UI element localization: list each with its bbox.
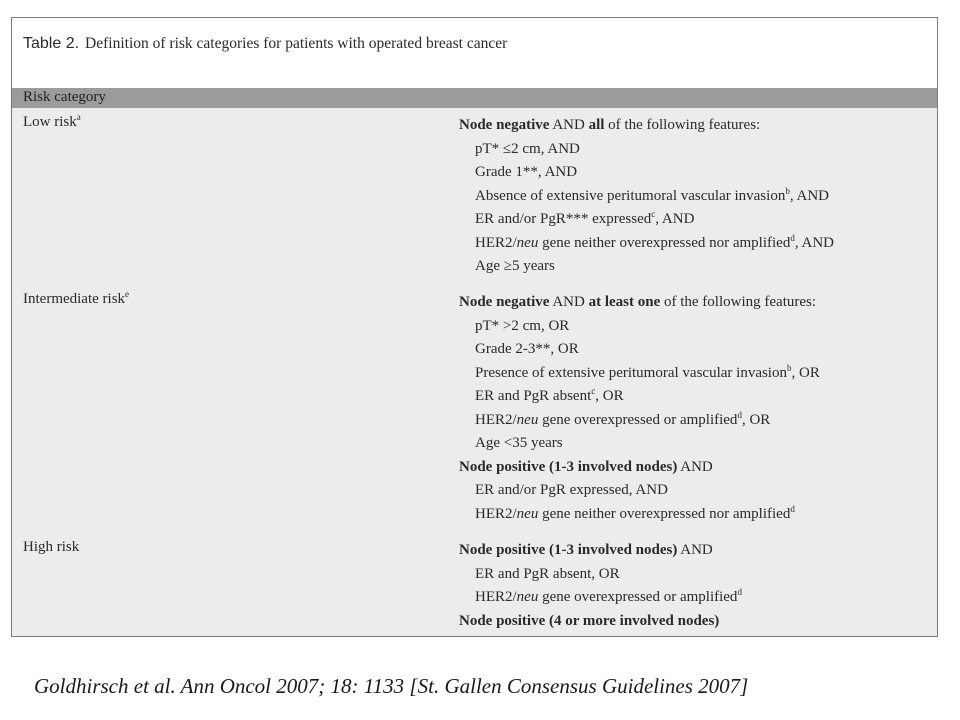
criteria-line	[459, 291, 820, 315]
criteria-text: , AND	[794, 234, 834, 251]
footnote-marker: c	[591, 386, 596, 396]
criteria-text: Presence of extensive peritumoral vascular invasion	[475, 364, 787, 381]
criteria-text: HER2/	[475, 411, 517, 428]
criteria-line	[459, 563, 742, 587]
criteria-line	[459, 161, 834, 185]
table-body	[12, 108, 937, 636]
category-cell	[23, 114, 81, 131]
criteria-italic: neu	[516, 589, 539, 605]
criteria-line	[459, 409, 820, 433]
footnote-marker: d	[737, 587, 742, 597]
footnote-marker: d	[737, 409, 742, 420]
criteria-italic: neu	[516, 234, 539, 251]
criteria-text: ER and/or PgR expressed, AND	[475, 482, 668, 498]
criteria-bold: at least one	[588, 294, 661, 310]
criteria-line	[459, 362, 820, 386]
criteria-line	[459, 255, 834, 279]
criteria-line	[459, 208, 834, 232]
criteria-text: , AND	[655, 211, 695, 227]
criteria-cell	[459, 539, 742, 633]
criteria-line	[459, 315, 820, 339]
criteria-line	[459, 185, 834, 209]
criteria-text: of the following features:	[660, 294, 817, 310]
criteria-text: gene neither overexpressed nor amplified	[538, 234, 791, 251]
footnote-marker: e	[125, 289, 130, 299]
citation: Goldhirsch et al. Ann Oncol 2007; 18: 1133 [St. Gallen Consensus Guidelines 2007]	[34, 674, 749, 698]
footnote-marker: b	[786, 362, 792, 373]
category-label: High risk	[23, 539, 80, 555]
criteria-line	[459, 539, 742, 563]
criteria-text: pT* >2 cm, OR	[475, 317, 570, 334]
criteria-text: pT* ≤2 cm, AND	[475, 140, 580, 157]
criteria-text: , OR	[791, 364, 820, 381]
criteria-text: gene overexpressed or amplified	[538, 589, 738, 605]
footnote-marker: a	[76, 112, 81, 122]
criteria-text: AND	[549, 294, 589, 310]
criteria-text: , OR	[741, 411, 771, 428]
criteria-text: Absence of extensive peritumoral vascular invasion	[475, 187, 786, 204]
table-frame	[11, 17, 938, 637]
criteria-italic: neu	[516, 411, 539, 428]
criteria-text: ER and PgR absent, OR	[475, 565, 620, 582]
criteria-text: Grade 1**, AND	[475, 164, 578, 180]
criteria-cell	[459, 291, 820, 526]
category-label: Low risk	[23, 114, 77, 130]
criteria-text: AND	[677, 458, 713, 475]
footnote-marker: b	[785, 185, 790, 196]
criteria-text: Grade 2-3**, OR	[475, 341, 579, 357]
footnote-marker: d	[790, 232, 795, 243]
criteria-bold: Node positive (1-3 involved nodes)	[459, 458, 678, 475]
criteria-text: ER and/or PgR*** expressed	[475, 211, 652, 227]
criteria-text: Age ≥5 years	[475, 258, 555, 274]
criteria-line	[459, 503, 820, 527]
criteria-line	[459, 385, 820, 409]
criteria-bold: Node negative	[459, 294, 550, 310]
criteria-bold: Node negative	[459, 117, 550, 133]
criteria-line	[459, 432, 820, 456]
criteria-text: ER and PgR absent	[475, 388, 592, 404]
criteria-text: HER2/	[475, 589, 517, 605]
category-cell	[23, 539, 79, 556]
criteria-text: of the following features:	[604, 117, 761, 133]
criteria-text: Age <35 years	[475, 435, 563, 451]
criteria-line	[459, 479, 820, 503]
criteria-line	[459, 232, 834, 256]
table-label: Table 2.	[23, 35, 80, 52]
criteria-text: AND	[677, 542, 713, 558]
criteria-text: gene neither overexpressed nor amplified	[538, 505, 791, 522]
criteria-line	[459, 586, 742, 610]
criteria-text: HER2/	[475, 505, 517, 522]
criteria-line	[459, 338, 820, 362]
risk-category-header: Risk category	[23, 89, 106, 105]
criteria-italic: neu	[516, 505, 539, 522]
criteria-text: , OR	[595, 388, 624, 404]
criteria-text: , AND	[789, 187, 829, 204]
criteria-line	[459, 610, 742, 634]
criteria-cell	[459, 114, 834, 279]
footnote-marker: d	[790, 503, 795, 514]
category-label: Intermediate risk	[23, 291, 126, 307]
criteria-text: AND	[549, 117, 589, 133]
criteria-bold: all	[588, 117, 605, 133]
footnote-marker: c	[651, 209, 656, 219]
criteria-bold: Node positive (1-3 involved nodes)	[459, 542, 678, 558]
criteria-line	[459, 456, 820, 480]
category-cell	[23, 291, 129, 308]
table-title	[23, 35, 507, 53]
criteria-line	[459, 114, 834, 138]
criteria-line	[459, 138, 834, 162]
table-title-row	[12, 18, 937, 88]
table-title-text: Definition of risk categories for patients with operated breast cancer	[85, 35, 508, 52]
table-header	[12, 88, 937, 108]
criteria-text: HER2/	[475, 234, 517, 251]
criteria-text: gene overexpressed or amplified	[538, 411, 738, 428]
criteria-bold: Node positive (4 or more involved nodes)	[459, 612, 720, 629]
